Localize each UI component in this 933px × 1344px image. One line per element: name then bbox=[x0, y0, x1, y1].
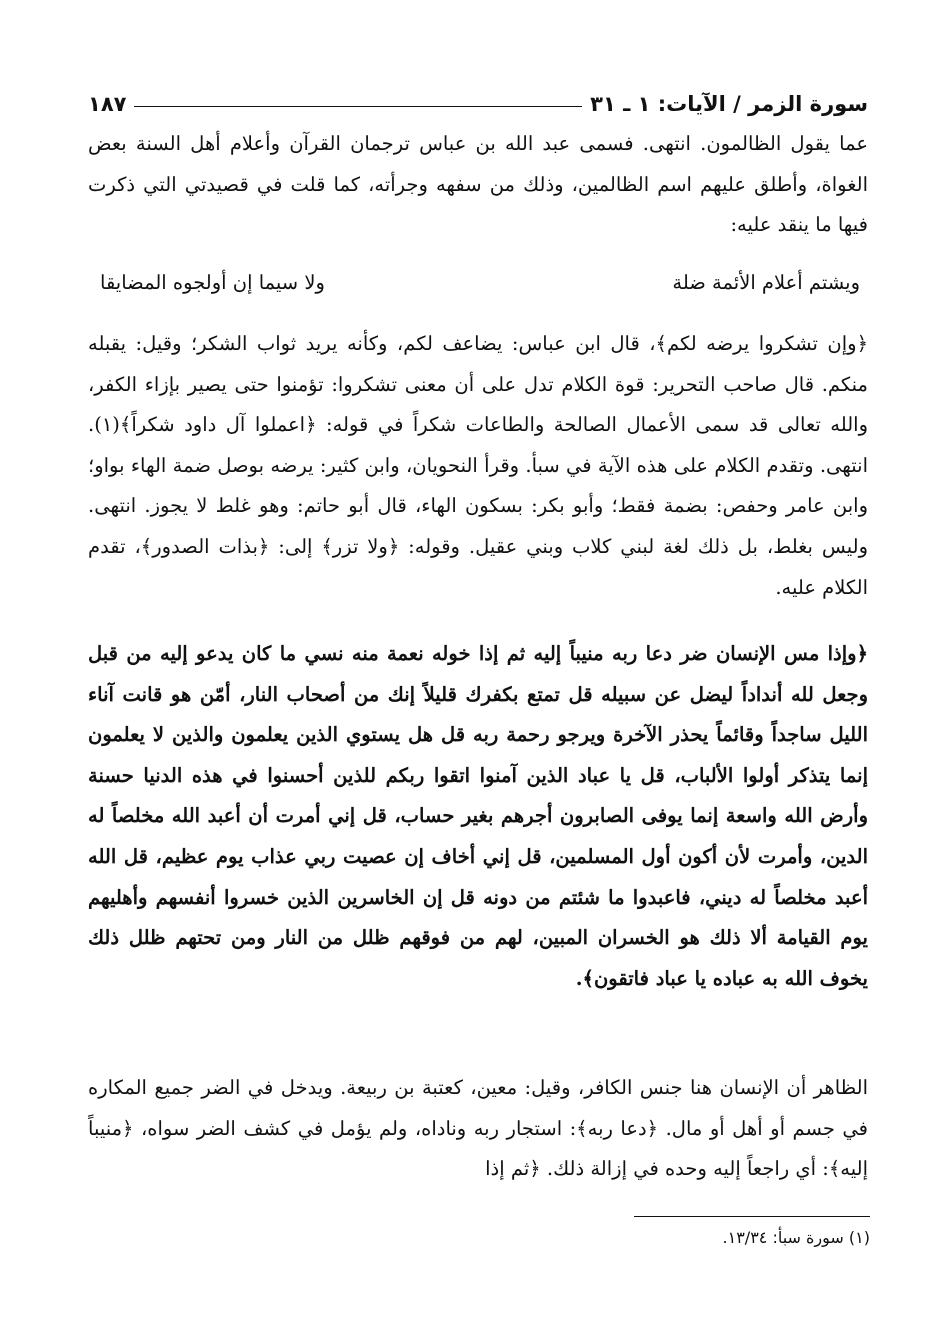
page-number: ١٨٧ bbox=[88, 92, 127, 116]
header-rule bbox=[134, 106, 582, 107]
footnote: (١) سورة سبأ: ١٣/٣٤. bbox=[722, 1228, 870, 1247]
running-header bbox=[88, 76, 868, 116]
paragraph-tafsir: الظاهر أن الإنسان هنا جنس الكافر، وقيل: معين، كعتبة بن ربيعة. ويدخل في الضر جميع المكاره في جسم أو أهل أو مال. ﴿دعا ربه﴾: استجار ربه وناداه، ولم يؤمل في كشف الضر سواه، ﴿منيباً إليه﴾: أي راجعاً إليه وحده في إزالة ذلك. ﴿ثم إذا bbox=[88, 1076, 868, 1181]
paragraph-commentary: ﴿وإن تشكروا يرضه لكم﴾، قال ابن عباس: يضاعف لكم، وكأنه يريد ثواب الشكر؛ وقيل: يقبله منكم. قال صاحب التحرير: قوة الكلام تدل على أن معنى تشكروا: تؤمنوا حتى يصير بإزاء الكفر، والله تعالى قد سمى الأعمال الصالحة والطاعات شكراً في قوله: ﴿اعملوا آل داود شكراً﴾(١). انتهى. وتقدم الكلام على هذه الآية في سبأ. وقرأ النحويان، وابن كثير: يرضه بوصل ضمة الهاء بواو؛ وابن عامر وحفص: بضمة فقط؛ وأبو بكر: بسكون الهاء، قال أبو حاتم: وهو غلط لا يجوز. انتهى. وليس بغلط، بل ذلك لغة لبني كلاب وبني عقيل. وقوله: ﴿ولا تزر﴾ إلى: ﴿بذات الصدور﴾، تقدم الكلام عليه. bbox=[88, 332, 868, 599]
verse-hemistich-first: ويشتم أعلام الأئمة ضلة bbox=[672, 270, 860, 294]
poem-verse bbox=[100, 262, 860, 302]
header-title: سورة الزمر / الآيات: ١ ـ ٣١ bbox=[590, 92, 868, 116]
paragraph-intro: عما يقول الظالمون. انتهى. فسمى عبد الله بن عباس ترجمان القرآن وأعلام أهل السنة بعض الغواة، وأطلق عليهم اسم الظالمين، وذلك من سفهه وجرأته، كما قلت في قصيدتي التي ذكرت فيها ما ينقد عليه: bbox=[88, 132, 868, 237]
footnote-rule bbox=[634, 1216, 870, 1217]
quran-passage: ﴿وإذا مس الإنسان ضر دعا ربه منيباً إليه ثم إذا خوله نعمة منه نسي ما كان يدعو إليه من قبل وجعل لله أنداداً ليضل عن سبيله قل تمتع بكفرك قليلاً إنك من أصحاب النار، أمّن هو قانت آناء الليل ساجداً وقائماً يحذر الآخرة ويرجو رحمة ربه قل هل يستوي الذين يعلمون والذين لا يعلمون إنما يتذكر أولوا الألباب، قل يا عباد الذين آمنوا اتقوا ربكم للذين أحسنوا في هذه الدنيا حسنة وأرض الله واسعة إنما يوفى الصابرون أجرهم بغير حساب، قل إني أمرت أن أعبد الله مخلصاً له الدين، وأمرت لأن أكون أول المسلمين، قل إني أخاف إن عصيت ربي عذاب يوم عظيم، قل الله أعبد مخلصاً له ديني، فاعبدوا ما شئتم من دونه قل إن الخاسرين الذين خسروا أنفسهم وأهليهم يوم القيامة ألا ذلك هو الخسران المبين، لهم من فوقهم ظلل من النار ومن تحتهم ظلل ذلك يخوف الله به عباده يا عباد فاتقون﴾. bbox=[88, 642, 868, 990]
verse-hemistich-second: ولا سيما إن أولجوه المضايقا bbox=[100, 270, 325, 294]
